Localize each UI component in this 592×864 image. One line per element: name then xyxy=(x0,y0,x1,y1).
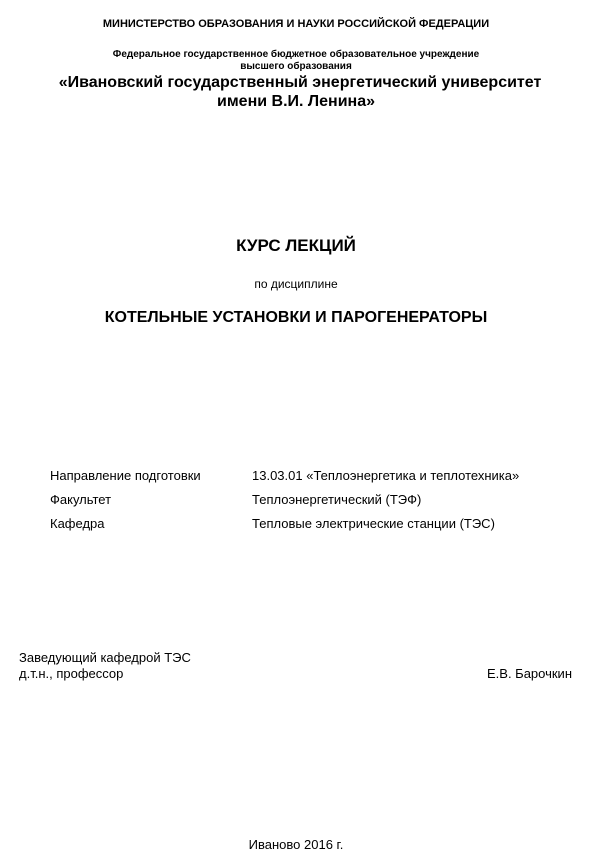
university-name-line-1: «Ивановский государственный энергетический университет xyxy=(58,74,542,91)
signatory-position-line-2: д.т.н., профессор xyxy=(19,666,124,681)
info-label: Направление подготовки xyxy=(50,468,201,483)
course-title: КУРС ЛЕКЦИЙ xyxy=(236,236,356,255)
info-value: Тепловые электрические станции (ТЭС) xyxy=(252,516,495,531)
info-value: Теплоэнергетический (ТЭФ) xyxy=(252,492,422,507)
info-value: 13.03.01 «Теплоэнергетика и теплотехника» xyxy=(252,468,520,483)
city-year: Иваново 2016 г. xyxy=(248,837,344,852)
signatory-name: Е.В. Барочкин xyxy=(486,666,572,681)
signatory-position-line-1: Заведующий кафедрой ТЭС xyxy=(19,650,191,665)
institution-type-line-2: высшего образования xyxy=(240,61,352,72)
ministry-heading: МИНИСТЕРСТВО ОБРАЗОВАНИЯ И НАУКИ РОССИЙСКОЙ ФЕДЕРАЦИИ xyxy=(102,18,490,30)
institution-type-line-1: Федеральное государственное бюджетное образовательное учреждение xyxy=(112,49,480,60)
info-row-faculty xyxy=(0,492,592,512)
info-label: Кафедра xyxy=(50,516,105,531)
discipline-prefix: по дисциплине xyxy=(254,277,338,291)
info-label: Факультет xyxy=(50,492,112,507)
info-row-direction xyxy=(0,468,592,488)
university-name-line-2: имени В.И. Ленина» xyxy=(217,93,375,110)
discipline-name: КОТЕЛЬНЫЕ УСТАНОВКИ И ПАРОГЕНЕРАТОРЫ xyxy=(104,309,488,326)
info-row-department xyxy=(0,516,592,536)
